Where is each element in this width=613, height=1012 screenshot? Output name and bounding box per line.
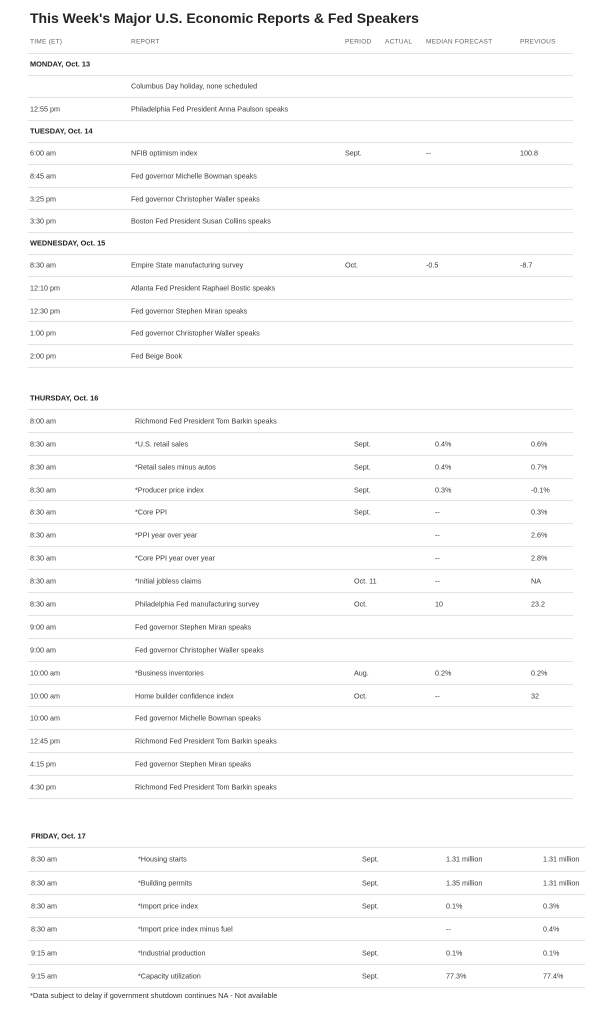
table-row [28, 433, 573, 456]
cell-report: *Initial jobless claims [135, 576, 202, 586]
cell-median: 1.35 million [446, 878, 483, 888]
cell-period: Sept. [354, 439, 371, 449]
cell-period: Sept. [354, 507, 371, 517]
table-row [28, 848, 585, 871]
page-title: This Week's Major U.S. Economic Reports & Fed Speakers [30, 10, 419, 26]
cell-report: Richmond Fed President Tom Barkin speaks [135, 416, 277, 426]
cell-report: *Capacity utilization [138, 971, 201, 981]
cell-report: Fed governor Christopher Waller speaks [131, 328, 260, 338]
table-header [28, 31, 573, 54]
day-label: WEDNESDAY, Oct. 15 [30, 238, 106, 248]
cell-previous: 0.1% [543, 948, 560, 958]
cell-time: 4:30 pm [30, 782, 56, 792]
cell-report: Fed governor Michelle Bowman speaks [131, 171, 257, 181]
cell-previous: 2.8% [531, 553, 548, 563]
cell-median: 0.1% [446, 901, 463, 911]
table-row [28, 210, 573, 233]
cell-median: -- [435, 576, 440, 586]
cell-report: Fed governor Stephen Miran speaks [135, 622, 252, 632]
cell-period: Sept. [362, 971, 379, 981]
cell-report: Home builder confidence index [135, 691, 234, 701]
cell-time: 9:15 am [31, 948, 57, 958]
thursday-section [28, 387, 573, 799]
header-section [28, 31, 573, 54]
cell-report: Richmond Fed President Tom Barkin speaks [135, 782, 277, 792]
cell-period: Sept. [345, 148, 362, 158]
cell-period: Oct. 11 [354, 576, 377, 586]
column-header-median: MEDIAN FORECAST [426, 38, 493, 46]
cell-time: 8:30 am [30, 260, 56, 270]
cell-report: Fed governor Christopher Waller speaks [131, 194, 260, 204]
table-row [28, 872, 585, 895]
day-label: FRIDAY, Oct. 17 [31, 831, 86, 841]
table-row [28, 501, 573, 524]
cell-time: 8:30 am [31, 854, 57, 864]
table-row [28, 753, 573, 776]
table-row [28, 410, 573, 433]
day-heading-tuesday [28, 120, 573, 143]
table-row [28, 143, 573, 166]
cell-report: *Business inventories [135, 668, 204, 678]
cell-report: Boston Fed President Susan Collins speaks [131, 216, 271, 226]
cell-time: 6:00 am [30, 148, 56, 158]
cell-time: 3:30 pm [30, 216, 56, 226]
day-label: MONDAY, Oct. 13 [30, 59, 91, 69]
cell-time: 8:30 am [30, 576, 56, 586]
cell-median: 0.3% [435, 485, 452, 494]
table-row [28, 277, 573, 300]
cell-period: Sept. [354, 485, 371, 494]
table-row [28, 730, 573, 753]
cell-time: 8:30 am [30, 462, 56, 472]
table-row [28, 456, 573, 479]
table-row [28, 616, 573, 639]
cell-report: Fed Beige Book [131, 351, 183, 361]
cell-time: 12:45 pm [30, 736, 60, 746]
table-row [28, 639, 573, 662]
cell-report: Atlanta Fed President Raphael Bostic speaks [131, 283, 276, 293]
cell-previous: 77.4% [543, 971, 564, 981]
cell-time: 8:30 am [30, 485, 56, 494]
cell-previous: 0.3% [531, 507, 548, 517]
cell-report: *Import price index [138, 901, 198, 911]
cell-time: 8:30 am [30, 553, 56, 563]
cell-period: Oct. [354, 599, 368, 609]
table-row [28, 322, 573, 345]
cell-report: *Housing starts [138, 854, 187, 864]
cell-time: 9:15 am [31, 971, 57, 981]
cell-median: 77.3% [446, 971, 467, 981]
cell-previous: 2.6% [531, 530, 548, 540]
cell-median: -- [435, 507, 440, 517]
table-row [28, 165, 573, 188]
day-heading-thursday [28, 387, 573, 410]
cell-previous: NA [531, 576, 541, 586]
cell-median: -- [435, 691, 440, 701]
cell-report: *Core PPI [135, 507, 167, 517]
cell-median: 0.4% [435, 462, 452, 472]
cell-median: -- [446, 924, 451, 934]
table-row [28, 570, 573, 593]
table-row [28, 918, 585, 941]
table-row [28, 941, 585, 964]
table-row [28, 776, 573, 799]
table-row [28, 98, 573, 121]
cell-time: 10:00 am [30, 668, 60, 678]
cell-previous: -8.7 [520, 260, 533, 270]
cell-median: -- [426, 148, 431, 158]
table-row [28, 255, 573, 278]
cell-time: 9:00 am [30, 645, 56, 655]
cell-report: NFIB optimism index [131, 148, 198, 158]
cell-period: Sept. [362, 854, 379, 864]
cell-median: 0.2% [435, 668, 452, 678]
column-header-report: REPORT [131, 38, 160, 46]
cell-time: 10:00 am [30, 713, 60, 723]
cell-previous: 0.3% [543, 901, 560, 911]
cell-time: 8:30 am [30, 530, 56, 540]
cell-report: *Retail sales minus autos [135, 462, 216, 472]
day-heading-friday [28, 825, 585, 848]
table-row [28, 479, 573, 502]
column-header-previous: PREVIOUS [520, 38, 556, 46]
table-row [28, 593, 573, 616]
table-row [28, 965, 585, 988]
cell-time: 4:15 pm [30, 759, 56, 769]
cell-period: Sept. [362, 878, 379, 888]
cell-time: 8:30 am [31, 901, 57, 911]
cell-previous: 100.8 [520, 148, 538, 158]
cell-time: 1:00 pm [30, 328, 56, 338]
table-row [28, 76, 573, 99]
cell-time: 8:30 am [31, 878, 57, 888]
cell-report: Columbus Day holiday, none scheduled [131, 81, 258, 91]
cell-time: 8:00 am [30, 416, 56, 426]
cell-median: -- [435, 553, 440, 563]
cell-report: *Industrial production [138, 948, 206, 958]
cell-median: -- [435, 530, 440, 540]
cell-previous: 0.4% [543, 924, 560, 934]
cell-previous: 23.2 [531, 599, 545, 609]
table-row [28, 300, 573, 323]
cell-report: *PPI year over year [135, 530, 198, 540]
column-header-actual: ACTUAL [385, 38, 413, 46]
cell-time: 8:30 am [31, 924, 57, 934]
cell-time: 10:00 am [30, 691, 60, 701]
cell-median: -0.5 [426, 260, 439, 270]
cell-time: 3:25 pm [30, 194, 56, 204]
cell-report: Philadelphia Fed President Anna Paulson speaks [131, 104, 289, 114]
cell-time: 8:30 am [30, 439, 56, 449]
cell-previous: -0.1% [531, 485, 550, 494]
cell-previous: 32 [531, 691, 539, 701]
cell-period: Oct. [345, 260, 359, 270]
table-row [28, 707, 573, 730]
cell-report: Fed governor Michelle Bowman speaks [135, 713, 261, 723]
cell-report: *Import price index minus fuel [138, 924, 233, 934]
cell-report: Empire State manufacturing survey [131, 260, 244, 270]
cell-median: 1.31 million [446, 854, 483, 864]
friday-section [28, 825, 585, 988]
cell-period: Sept. [362, 948, 379, 958]
cell-time: 2:00 pm [30, 351, 56, 361]
cell-report: *U.S. retail sales [135, 439, 189, 449]
cell-time: 9:00 am [30, 622, 56, 632]
cell-report: Philadelphia Fed manufacturing survey [135, 599, 260, 609]
table-row [28, 345, 573, 368]
cell-previous: 0.6% [531, 439, 548, 449]
cell-previous: 0.2% [531, 668, 548, 678]
wednesday-section [28, 232, 573, 368]
cell-time: 12:30 pm [30, 306, 60, 316]
cell-time: 12:55 pm [30, 104, 60, 114]
cell-time: 8:45 am [30, 171, 56, 181]
cell-period: Oct. [354, 691, 368, 701]
cell-previous: 0.7% [531, 462, 548, 472]
cell-report: *Producer price index [135, 485, 204, 494]
table-row [28, 662, 573, 685]
day-heading-wednesday [28, 232, 573, 255]
cell-report: *Core PPI year over year [135, 553, 215, 563]
cell-time: 8:30 am [30, 599, 56, 609]
cell-report: Fed governor Stephen Miran speaks [131, 306, 248, 316]
cell-median: 0.1% [446, 948, 463, 958]
day-heading-monday [28, 53, 573, 76]
cell-median: 10 [435, 599, 443, 609]
table-row [28, 188, 573, 211]
table-row [28, 547, 573, 570]
cell-period: Aug. [354, 668, 369, 678]
cell-report: *Building permits [138, 878, 192, 888]
table-row [28, 685, 573, 708]
footnote: *Data subject to delay if government shutdown continues NA - Not available [30, 991, 278, 1000]
cell-time: 12:10 pm [30, 283, 60, 293]
cell-previous: 1.31 million [543, 878, 580, 888]
cell-previous: 1.31 million [543, 854, 580, 864]
day-label: TUESDAY, Oct. 14 [30, 126, 93, 136]
table-row [28, 895, 585, 918]
cell-median: 0.4% [435, 439, 452, 449]
day-label: THURSDAY, Oct. 16 [30, 393, 99, 403]
cell-period: Sept. [354, 462, 371, 472]
cell-report: Richmond Fed President Tom Barkin speaks [135, 736, 277, 746]
cell-report: Fed governor Christopher Waller speaks [135, 645, 264, 655]
column-header-time: TIME (ET) [30, 38, 63, 46]
table-row [28, 524, 573, 547]
cell-report: Fed governor Stephen Miran speaks [135, 759, 252, 769]
monday-section [28, 53, 573, 121]
column-header-period: PERIOD [345, 38, 372, 46]
cell-period: Sept. [362, 901, 379, 911]
tuesday-section [28, 120, 573, 233]
cell-time: 8:30 am [30, 507, 56, 517]
